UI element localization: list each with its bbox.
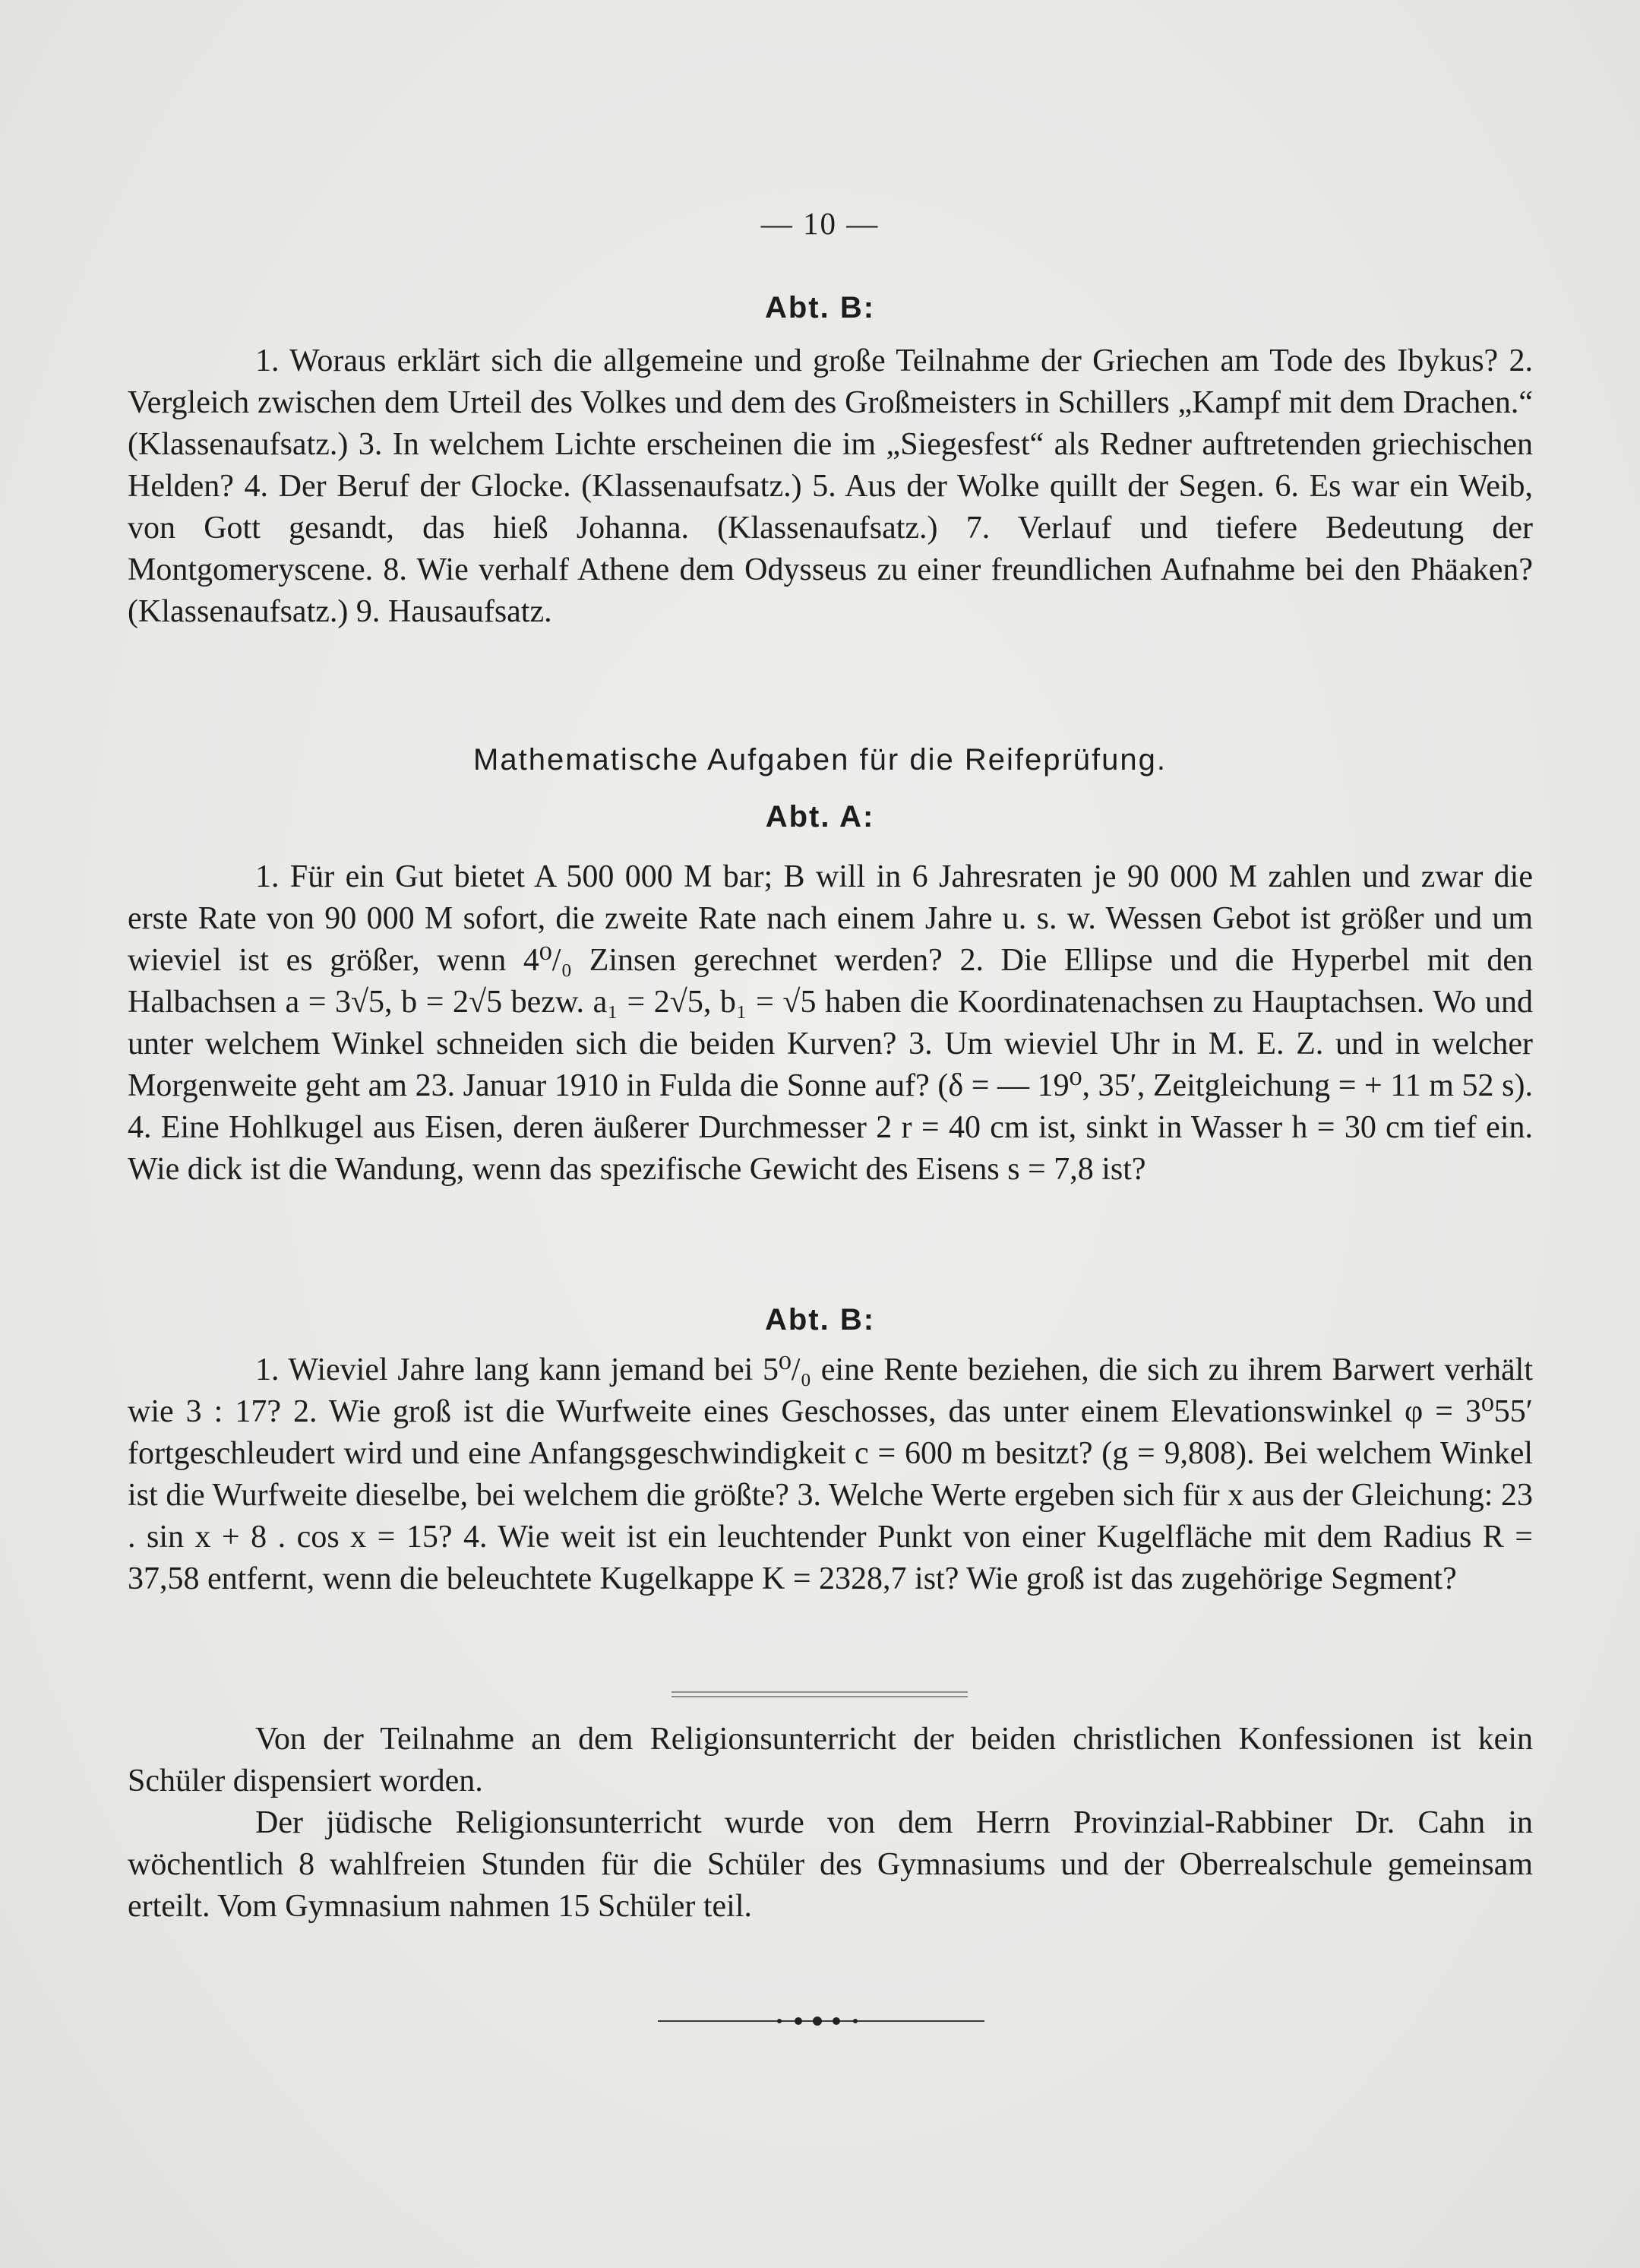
math-section-b-heading: Abt. B: (764, 1303, 876, 1336)
end-ornament (658, 2013, 984, 2029)
math-section-a-text (128, 856, 1533, 1191)
section-divider (671, 1691, 968, 1697)
math-b-paragraph: 1. Wieviel Jahre lang kann jemand bei 5⁰/₀ eine Rente beziehen, die sich zu ihrem Barwert verhält wie 3 : 17? 2. Wie groß ist die Wurfweite eines Geschosses, das unter einem Elevationswinkel φ = 3⁰55′ fortgeschleudert wird und eine Anfangsgeschwindigkeit c = 600 m besitzt? (g = 9,808). Bei welchem Winkel ist die Wurfweite dieselbe, bei welchem die größte? 3. Welche Werte ergeben sich für x aus der Gleichung: 23 . sin x + 8 . cos x = 15? 4. Wie weit ist ein leuchtender Punkt von einer Kugelfläche mit dem Radius R = 37,58 entfernt, wenn die beleuchtete Kugelkappe K = 2328,7 ist? Wie groß ist das zugehörige Segment? (128, 1352, 1533, 1596)
math-title: Mathematische Aufgaben für die Reifeprüfung. (473, 743, 1167, 777)
german-section-b-text (128, 340, 1533, 633)
math-section-b-text (128, 1349, 1533, 1600)
page-number: — 10 — (760, 206, 880, 241)
german-section-b-heading: Abt. B: (764, 291, 876, 324)
religion-text (128, 1719, 1533, 1928)
religion-paragraph-2: Der jüdische Religionsunterricht wurde von dem Herrn Provinzial-Rabbiner Dr. Cahn in wöchentlich 8 wahlfreien Stunden für die Schüler des Gymnasiums und der Oberrealschule gemeinsam erteilt. Vom Gymnasium nahmen 15 Schüler teil. (128, 1805, 1533, 1924)
math-section-a-heading: Abt. A: (765, 800, 875, 833)
math-a-paragraph: 1. Für ein Gut bietet A 500 000 M bar; B will in 6 Jahresraten je 90 000 M zahlen und zwar die erste Rate von 90 000 M sofort, die zweite Rate nach einem Jahre u. s. w. Wessen Gebot ist größer und um wieviel ist es größer, wenn 4⁰/₀ Zinsen gerechnet werden? 2. Die Ellipse und die Hyperbel mit den Halbachsen a = 3√5, b = 2√5 bezw. a₁ = 2√5, b₁ = √5 haben die Koordinatenachsen zu Hauptachsen. Wo und unter welchem Winkel schneiden sich die beiden Kurven? 3. Um wieviel Uhr in M. E. Z. und in welcher Morgenweite geht am 23. Januar 1910 in Fulda die Sonne auf? (δ = — 19⁰, 35′, Zeitgleichung = + 11 m 52 s). 4. Eine Hohlkugel aus Eisen, deren äußerer Durchmesser 2 r = 40 cm ist, sinkt in Wasser h = 30 cm tief ein. Wie dick ist die Wandung, wenn das spezifische Gewicht des Eisens s = 7,8 ist? (128, 859, 1533, 1187)
german-topics-paragraph: 1. Woraus erklärt sich die allgemeine und große Teilnahme der Griechen am Tode des Ibykus? 2. Vergleich zwischen dem Urteil des Volkes und dem des Großmeisters in Schillers „Kampf mit dem Drachen.“ (Klassenaufsatz.) 3. In welchem Lichte erscheinen die im „Siegesfest“ als Redner auftretenden griechischen Helden? 4. Der Beruf der Glocke. (Klassenaufsatz.) 5. Aus der Wolke quillt der Segen. 6. Es war ein Weib, von Gott gesandt, das hieß Johanna. (Klassenaufsatz.) 7. Verlauf und tiefere Bedeutung der Montgomeryscene. 8. Wie verhalf Athene dem Odysseus zu einer freundlichen Aufnahme bei den Phäaken? (Klassenaufsatz.) 9. Hausaufsatz. (128, 343, 1533, 629)
religion-paragraph-1: Von der Teilnahme an dem Religionsunterricht der beiden christlichen Konfessionen ist kein Schüler dispensiert worden. (128, 1722, 1533, 1798)
